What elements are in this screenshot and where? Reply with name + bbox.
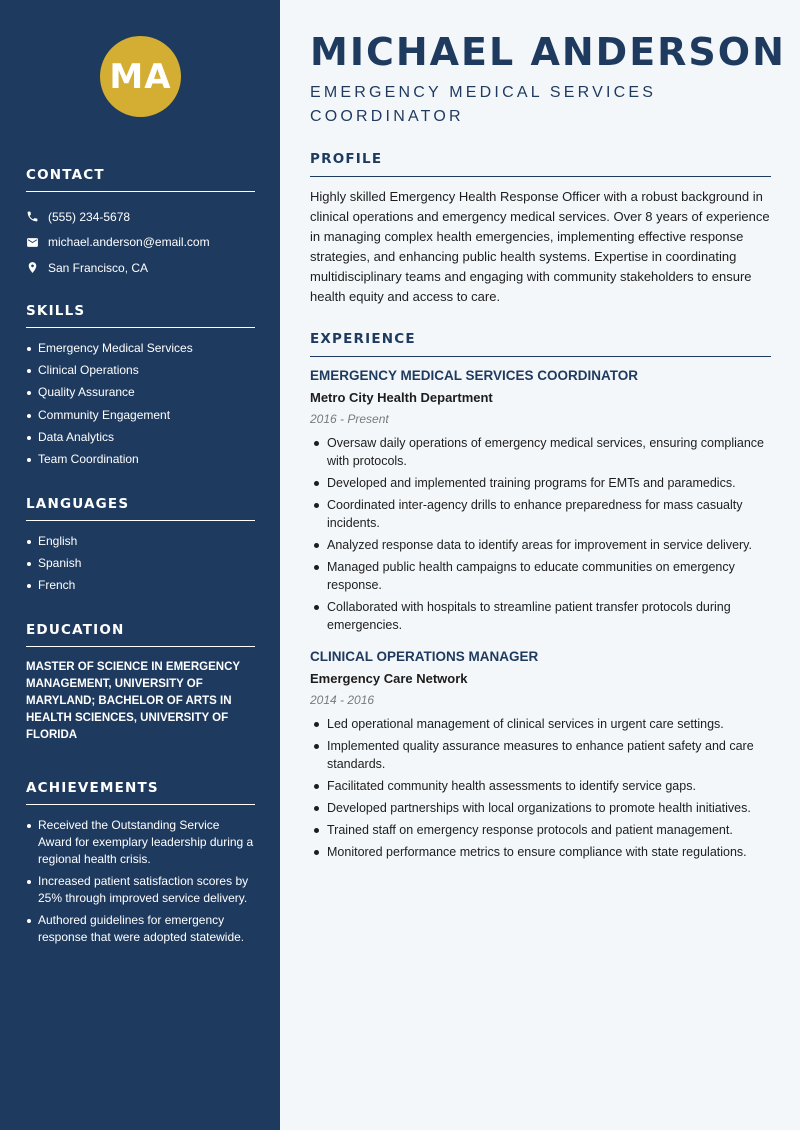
- sidebar: [0, 0, 280, 1130]
- achievements-heading: ACHIEVEMENTS: [26, 780, 255, 805]
- location-pin-icon: [26, 261, 48, 274]
- experience-heading: EXPERIENCE: [310, 331, 771, 357]
- job-bullet: Trained staff on emergency response protocols and patient management.: [310, 821, 771, 839]
- language-item: English: [26, 533, 255, 550]
- skill-item: Team Coordination: [26, 451, 255, 468]
- contact-email: [26, 230, 255, 256]
- job-bullets: [310, 715, 771, 861]
- contact-heading: CONTACT: [26, 167, 255, 192]
- job-bullet: Facilitated community health assessments to identify service gaps.: [310, 777, 771, 795]
- skills-heading: SKILLS: [26, 303, 255, 328]
- achievement-item: Authored guidelines for emergency response that were adopted statewide.: [26, 912, 255, 946]
- education-heading: EDUCATION: [26, 622, 255, 647]
- experience-section: [310, 331, 771, 875]
- job-bullets: [310, 434, 771, 634]
- job-bullet: Oversaw daily operations of emergency medical services, ensuring compliance with protocols.: [310, 434, 771, 470]
- avatar: MA: [100, 36, 181, 117]
- language-item: Spanish: [26, 555, 255, 572]
- job-role: EMERGENCY MEDICAL SERVICES COORDINATOR: [310, 368, 639, 383]
- education-text: MASTER OF SCIENCE IN EMERGENCY MANAGEMENT, UNIVERSITY OF MARYLAND; BACHELOR OF ARTS IN HEALTH SCIENCES, UNIVERSITY OF FLORIDA: [26, 661, 240, 741]
- skill-item: Quality Assurance: [26, 384, 255, 401]
- profile-heading: PROFILE: [310, 151, 771, 177]
- job-bullet: Developed and implemented training programs for EMTs and paramedics.: [310, 474, 771, 492]
- languages-section: [26, 496, 255, 600]
- job-bullet: Managed public health campaigns to educate communities on emergency response.: [310, 558, 771, 594]
- job-entry: [310, 648, 771, 861]
- job-entry: [310, 367, 771, 634]
- job-bullet: Collaborated with hospitals to streamline patient transfer protocols during emergencies.: [310, 598, 771, 634]
- contact-location: [26, 255, 255, 281]
- languages-heading: LANGUAGES: [26, 496, 255, 521]
- job-bullet: Monitored performance metrics to ensure compliance with state regulations.: [310, 843, 771, 861]
- mail-icon: [26, 236, 48, 249]
- achievement-item: Increased patient satisfaction scores by 25% through improved service delivery.: [26, 873, 255, 907]
- contact-phone: [26, 204, 255, 230]
- achievements-section: [26, 780, 255, 952]
- job-bullet: Led operational management of clinical services in urgent care settings.: [310, 715, 771, 733]
- skill-item: Emergency Medical Services: [26, 340, 255, 357]
- profile-text: Highly skilled Emergency Health Response Officer with a robust background in clinical operations and emergency medical services. Over 8 years of experience in managing complex health emergencies, implementing effective response strategies, and enhancing public health systems. Expertise in coordinating multidisciplinary teams and engaging with community stakeholders to ensure health equity and access to care.: [310, 189, 770, 304]
- job-bullet: Developed partnerships with local organizations to promote health initiatives.: [310, 799, 771, 817]
- achievement-item: Received the Outstanding Service Award for exemplary leadership during a regional health crisis.: [26, 817, 255, 868]
- language-item: French: [26, 577, 255, 594]
- job-role: CLINICAL OPERATIONS MANAGER: [310, 649, 539, 664]
- skill-item: Community Engagement: [26, 407, 255, 424]
- education-section: [26, 622, 255, 744]
- job-bullet: Coordinated inter-agency drills to enhance preparedness for mass casualty incidents.: [310, 496, 771, 532]
- skill-item: Data Analytics: [26, 429, 255, 446]
- phone-icon: [26, 210, 48, 223]
- job-dates: 2016 - Present: [310, 412, 389, 426]
- achievements-list: [26, 817, 255, 946]
- candidate-title: EMERGENCY MEDICAL SERVICES COORDINATOR: [310, 84, 657, 125]
- job-company: Emergency Care Network: [310, 671, 468, 686]
- job-bullet: Implemented quality assurance measures to enhance patient safety and care standards.: [310, 737, 771, 773]
- candidate-name: MICHAEL ANDERSON: [310, 30, 786, 74]
- phone-text[interactable]: (555) 234-5678: [48, 209, 131, 224]
- skills-list: [26, 340, 255, 468]
- skill-item: Clinical Operations: [26, 362, 255, 379]
- email-text[interactable]: michael.anderson@email.com: [48, 235, 210, 250]
- skills-section: [26, 303, 255, 473]
- job-bullet: Analyzed response data to identify areas for improvement in service delivery.: [310, 536, 771, 554]
- languages-list: [26, 533, 255, 594]
- job-company: Metro City Health Department: [310, 390, 493, 405]
- contact-section: [26, 167, 255, 281]
- profile-section: [310, 151, 771, 307]
- location-text: San Francisco, CA: [48, 260, 149, 275]
- job-dates: 2014 - 2016: [310, 693, 375, 707]
